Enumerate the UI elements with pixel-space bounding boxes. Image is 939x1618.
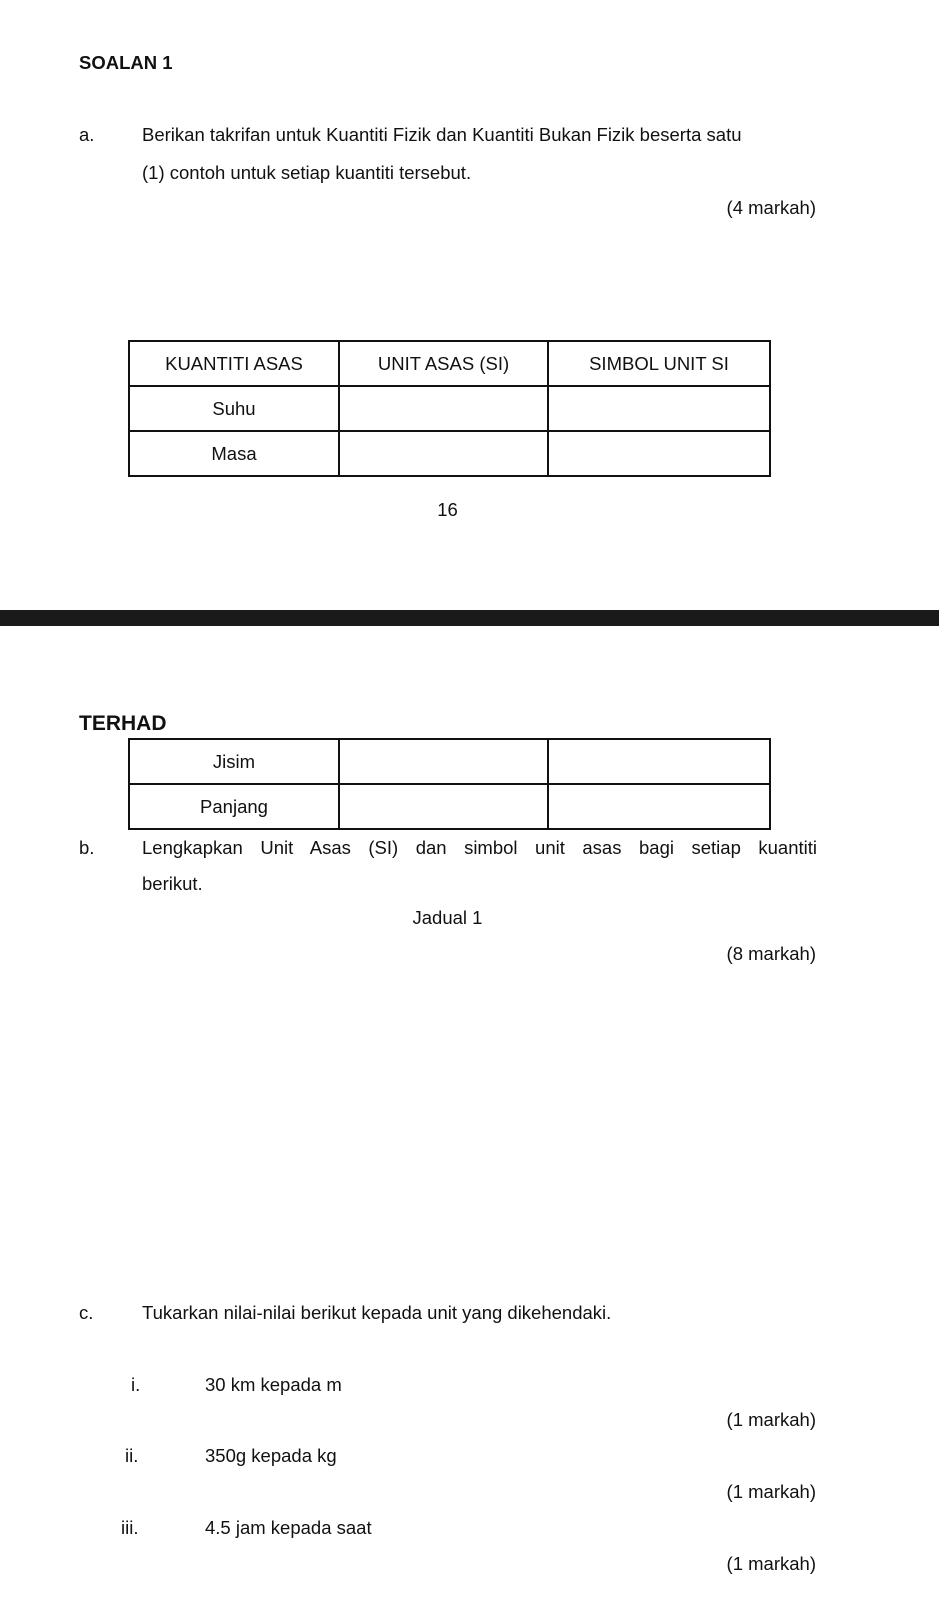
table-row <box>129 431 770 476</box>
table-header-row <box>129 341 770 386</box>
quantity-cell-suhu: Suhu <box>129 386 339 431</box>
item-iii-marker: iii. <box>121 1517 139 1538</box>
table-row <box>129 784 770 829</box>
unit-cell-jisim[interactable] <box>339 739 548 784</box>
table-row <box>129 739 770 784</box>
part-c-marker: c. <box>79 1302 94 1323</box>
question-heading: SOALAN 1 <box>79 52 173 73</box>
part-b-marker: b. <box>79 837 95 858</box>
item-i-marks: (1 markah) <box>726 1409 816 1430</box>
item-ii-marks: (1 markah) <box>726 1481 816 1502</box>
unit-cell-suhu[interactable] <box>339 386 548 431</box>
item-iii-marks: (1 markah) <box>726 1553 816 1574</box>
part-a-line1: Berikan takrifan untuk Kuantiti Fizik dan Kuantiti Bukan Fizik beserta satu <box>142 124 742 145</box>
part-b-line1: Lengkapkan Unit Asas (SI) dan simbol unit asas bagi setiap kuantiti <box>142 837 817 858</box>
quantity-table-bottom <box>128 738 771 830</box>
symbol-cell-masa[interactable] <box>548 431 770 476</box>
quantity-table-top <box>128 340 771 477</box>
table-caption: Jadual 1 <box>412 907 483 928</box>
quantity-cell-masa: Masa <box>129 431 339 476</box>
classification-label: TERHAD <box>79 712 167 735</box>
item-i-marker: i. <box>131 1374 141 1395</box>
symbol-cell-jisim[interactable] <box>548 739 770 784</box>
header-kuantiti-asas: KUANTITI ASAS <box>129 341 339 386</box>
part-a-marker: a. <box>79 124 95 145</box>
item-iii-text: 4.5 jam kepada saat <box>205 1517 372 1538</box>
unit-cell-masa[interactable] <box>339 431 548 476</box>
quantity-cell-jisim: Jisim <box>129 739 339 784</box>
part-b-marks: (8 markah) <box>726 943 816 964</box>
part-a-line2: (1) contoh untuk setiap kuantiti tersebut. <box>142 162 472 183</box>
page-number: 16 <box>437 499 458 520</box>
header-unit-asas: UNIT ASAS (SI) <box>339 341 548 386</box>
page-break-divider <box>0 610 939 626</box>
part-b-line2: berikut. <box>142 873 203 894</box>
item-i-text: 30 km kepada m <box>205 1374 342 1395</box>
part-a-marks: (4 markah) <box>726 197 816 218</box>
quantity-cell-panjang: Panjang <box>129 784 339 829</box>
symbol-cell-suhu[interactable] <box>548 386 770 431</box>
part-c-instruction: Tukarkan nilai-nilai berikut kepada unit yang dikehendaki. <box>142 1302 612 1323</box>
header-simbol-unit: SIMBOL UNIT SI <box>548 341 770 386</box>
item-ii-text: 350g kepada kg <box>205 1445 337 1466</box>
unit-cell-panjang[interactable] <box>339 784 548 829</box>
item-ii-marker: ii. <box>125 1445 139 1466</box>
symbol-cell-panjang[interactable] <box>548 784 770 829</box>
table-row <box>129 386 770 431</box>
